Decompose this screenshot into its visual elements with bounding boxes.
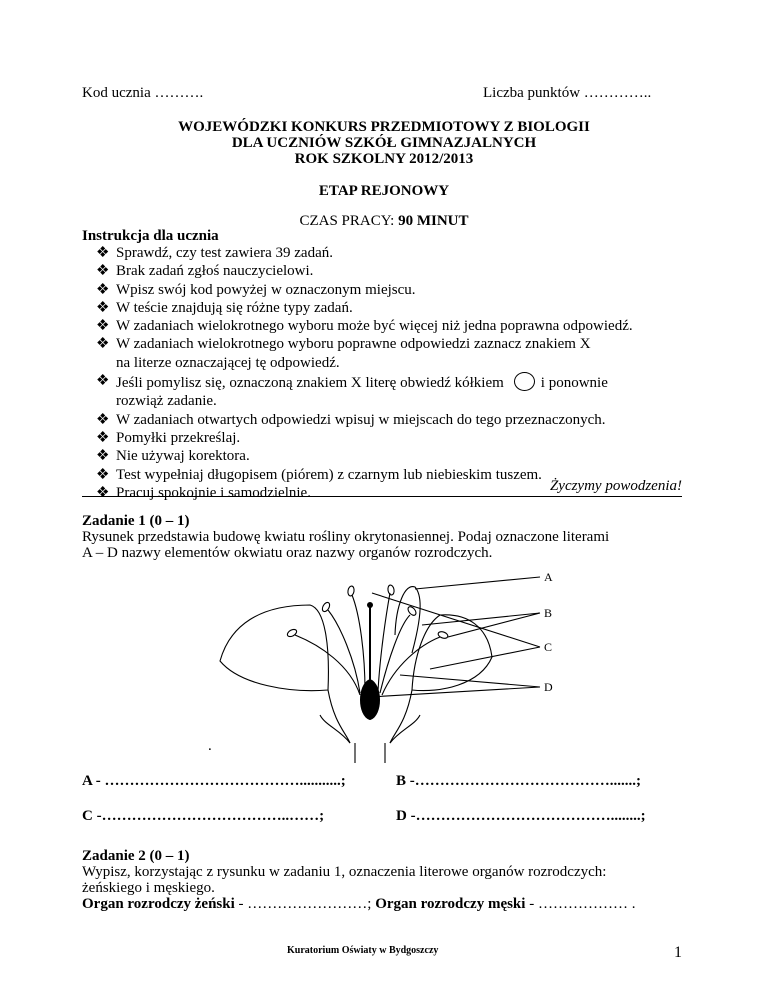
title-line-3: ROK SZKOLNY 2012/2013: [294, 151, 474, 167]
male-organ-label: Organ rozrodczy męski: [375, 896, 526, 912]
anther: [321, 601, 331, 613]
answer-c[interactable]: C -………………………………..……;: [82, 808, 325, 824]
bullet-icon: ❖: [96, 373, 110, 390]
anther: [437, 630, 448, 639]
top-petal: [395, 587, 420, 653]
instruction-text: Nie używaj korektora.: [116, 448, 250, 465]
answer-a[interactable]: A - …………………………………...........;: [82, 773, 346, 789]
task1-text-line-1: Rysunek przedstawia budowę kwiatu rośliny okrytonasiennej. Podaj oznaczone literami: [82, 529, 610, 545]
instruction-item: [96, 335, 633, 353]
instruction-text: W zadaniach otwartych odpowiedzi wpisuj w miejscach do tego przeznaczonych.: [116, 411, 606, 428]
instruction-text: Pracuj spokojnie i samodzielnie.: [116, 484, 311, 501]
instruction-text: Sprawdź, czy test zawiera 39 zadań.: [116, 245, 333, 261]
instruction-text: Pomyłki przekreślaj.: [116, 429, 241, 446]
work-time-value: 90 MINUT: [398, 213, 469, 229]
instruction-item: [96, 262, 633, 280]
task2-text-line-2: żeńskiego i męskiego.: [82, 880, 215, 896]
pointer-line-b: [422, 613, 540, 637]
instruction-text: Jeśli pomylisz się, oznaczoną znakiem X literę obwiedź kółkiem: [116, 375, 504, 392]
flower-diagram: [200, 565, 580, 765]
label-d: D: [544, 680, 553, 694]
male-organ-answer[interactable]: - ……………… .: [525, 896, 636, 912]
instruction-text: i ponownie: [540, 375, 608, 392]
page-number: 1: [674, 944, 682, 961]
bullet-icon: ❖: [96, 245, 110, 261]
anther: [387, 585, 395, 596]
stamen-filament: [382, 637, 440, 695]
instruction-item: [96, 244, 633, 262]
task2-title: Zadanie 2 (0 – 1): [82, 848, 190, 864]
stray-dot: .: [208, 738, 212, 754]
instruction-item: [96, 411, 633, 429]
instruction-item-continued: [96, 354, 633, 372]
answer-d[interactable]: D -…………………………………........;: [396, 808, 646, 824]
anther: [286, 628, 298, 638]
title-line-2: DLA UCZNIÓW SZKÓŁ GIMNAZJALNYCH: [231, 135, 537, 151]
points-label: Liczba punktów …………..: [483, 85, 652, 101]
female-organ-answer[interactable]: - ……………………;: [234, 896, 372, 912]
pointer-line-a: [415, 577, 540, 589]
work-time-prefix: CZAS PRACY:: [299, 213, 399, 229]
instruction-text: Brak zadań zgłoś nauczycielowi.: [116, 263, 314, 280]
bullet-icon: ❖: [96, 299, 110, 316]
section-divider: [82, 496, 682, 497]
bullet-icon: ❖: [96, 318, 110, 335]
instruction-item-continued: [96, 392, 633, 410]
label-a: A: [544, 570, 553, 584]
left-petal: [220, 605, 328, 691]
instruction-item: [96, 317, 633, 335]
stage-label: ETAP REJONOWY: [318, 183, 450, 199]
stamen-filament: [328, 610, 360, 693]
pointer-line-c: [372, 593, 540, 669]
student-code-label: Kod ucznia ……….: [82, 85, 204, 101]
task2-text-line-1: Wypisz, korzystając z rysunku w zadaniu 1, oznaczenia literowe organów rozrodczych:: [82, 864, 607, 880]
stamen-filament: [352, 595, 365, 691]
instruction-item: [96, 372, 633, 392]
bullet-icon: ❖: [96, 429, 110, 446]
instruction-text: rozwiąż zadanie.: [116, 393, 217, 410]
footer-organization: Kuratorium Oświaty w Bydgoszczy: [287, 945, 439, 956]
label-c: C: [544, 640, 553, 654]
answer-b[interactable]: B -………………………………….......;: [396, 773, 641, 789]
anther: [347, 586, 355, 597]
instruction-item: [96, 447, 633, 465]
instruction-text: W zadaniach wielokrotnego wyboru poprawne odpowiedzi zaznacz znakiem X: [116, 336, 591, 353]
bullet-icon: ❖: [96, 466, 110, 483]
instruction-item: [96, 429, 633, 447]
bullet-icon: ❖: [96, 411, 110, 428]
instruction-text: W teście znajdują się różne typy zadań.: [116, 299, 353, 316]
bullet-icon: ❖: [96, 336, 110, 353]
instructions-list: [96, 244, 633, 502]
bullet-icon: ❖: [96, 484, 110, 501]
instruction-text: W zadaniach wielokrotnego wyboru może być więcej niż jedna poprawna odpowiedź.: [116, 318, 633, 335]
task1-text-line-2: A – D nazwy elementów okwiatu oraz nazwy organów rozrodczych.: [82, 545, 493, 561]
instruction-item: [96, 281, 633, 299]
instruction-text: Test wypełniaj długopisem (piórem) z czarnym lub niebieskim tuszem.: [116, 466, 542, 483]
stigma: [367, 602, 373, 608]
female-organ-label: Organ rozrodczy żeński: [82, 896, 235, 912]
instruction-text: Wpisz swój kod powyżej w oznaczonym miejscu.: [116, 281, 416, 298]
task2-answer-row: [82, 896, 635, 913]
bullet-icon: ❖: [96, 281, 110, 298]
instruction-text: na literze oznaczającej tę odpowiedź.: [116, 354, 340, 371]
label-b: B: [544, 606, 553, 620]
good-luck-text: Życzymy powodzenia!: [549, 478, 682, 494]
title-line-1: WOJEWÓDZKI KONKURS PRZEDMIOTOWY Z BIOLOGII: [178, 119, 590, 135]
stem: [355, 743, 385, 763]
instructions-heading: Instrukcja dla ucznia: [82, 228, 219, 244]
task1-title: Zadanie 1 (0 – 1): [82, 513, 190, 529]
bullet-icon: ❖: [96, 263, 110, 280]
bullet-icon: ❖: [96, 448, 110, 465]
circle-icon: [514, 372, 535, 391]
instruction-item: [96, 299, 633, 317]
